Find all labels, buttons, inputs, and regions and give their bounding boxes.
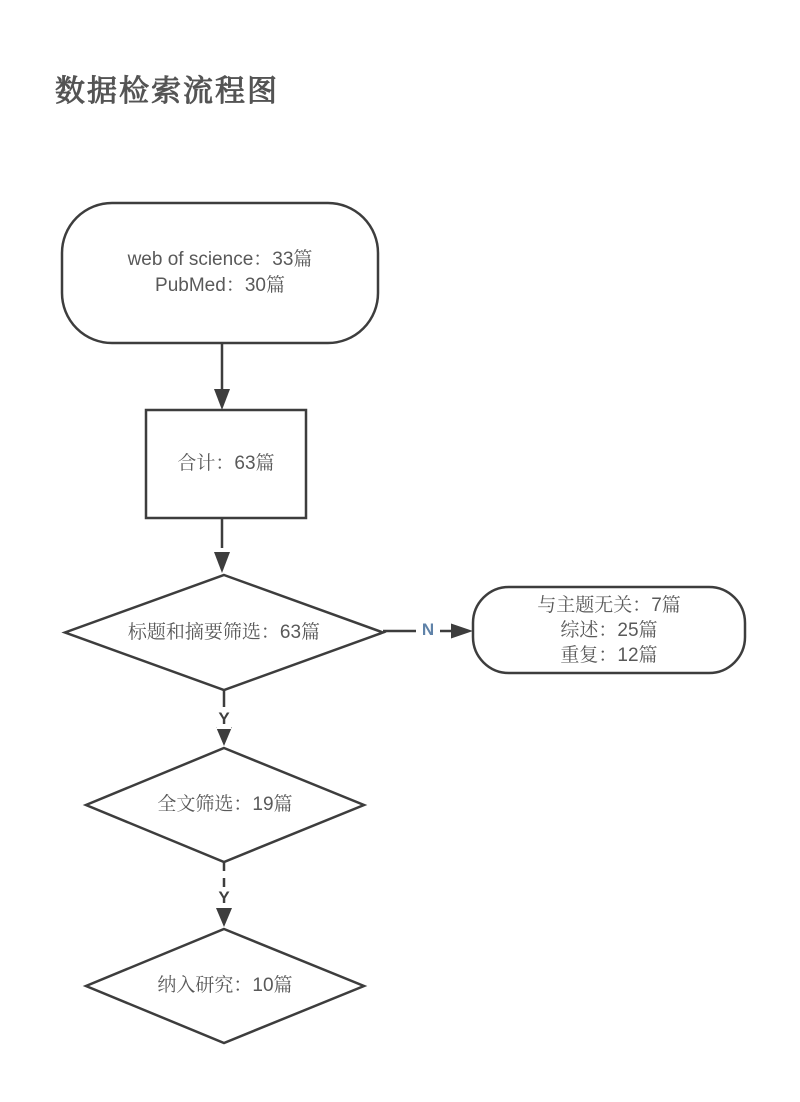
excluded-line-1: 与主题无关：7篇 — [537, 594, 681, 616]
included-line-1: 纳入研究：10篇 — [157, 975, 293, 996]
arrowhead-yes-2 — [216, 908, 232, 927]
full-text-screen-node — [86, 748, 364, 862]
excluded-line-2: 综述：25篇 — [560, 619, 658, 641]
excluded-node — [473, 587, 745, 673]
arrowhead-total-screen1 — [214, 552, 230, 573]
title-abstract-screen-node — [65, 575, 383, 690]
included-node — [86, 929, 364, 1043]
edge-label-no: N — [421, 620, 435, 639]
sources-line-2: PubMed：30篇 — [155, 275, 285, 296]
arrowhead-no — [451, 624, 473, 639]
sources-line-1: web of science：33篇 — [127, 249, 313, 270]
full-text-screen-line-1: 全文筛选：19篇 — [157, 794, 293, 815]
arrowhead-sources-total — [214, 389, 230, 410]
total-line-1: 合计：63篇 — [177, 453, 275, 474]
edge-label-yes-2: Y — [218, 888, 230, 907]
title-abstract-screen-line-1: 标题和摘要筛选：63篇 — [127, 621, 321, 643]
excluded-line-3: 重复：12篇 — [560, 644, 658, 666]
sources-node — [62, 203, 378, 343]
total-node — [146, 410, 306, 518]
arrowhead-yes-1 — [216, 727, 232, 746]
edge-label-yes-1: Y — [218, 709, 230, 728]
page-title: 数据检索流程图 — [55, 75, 279, 108]
